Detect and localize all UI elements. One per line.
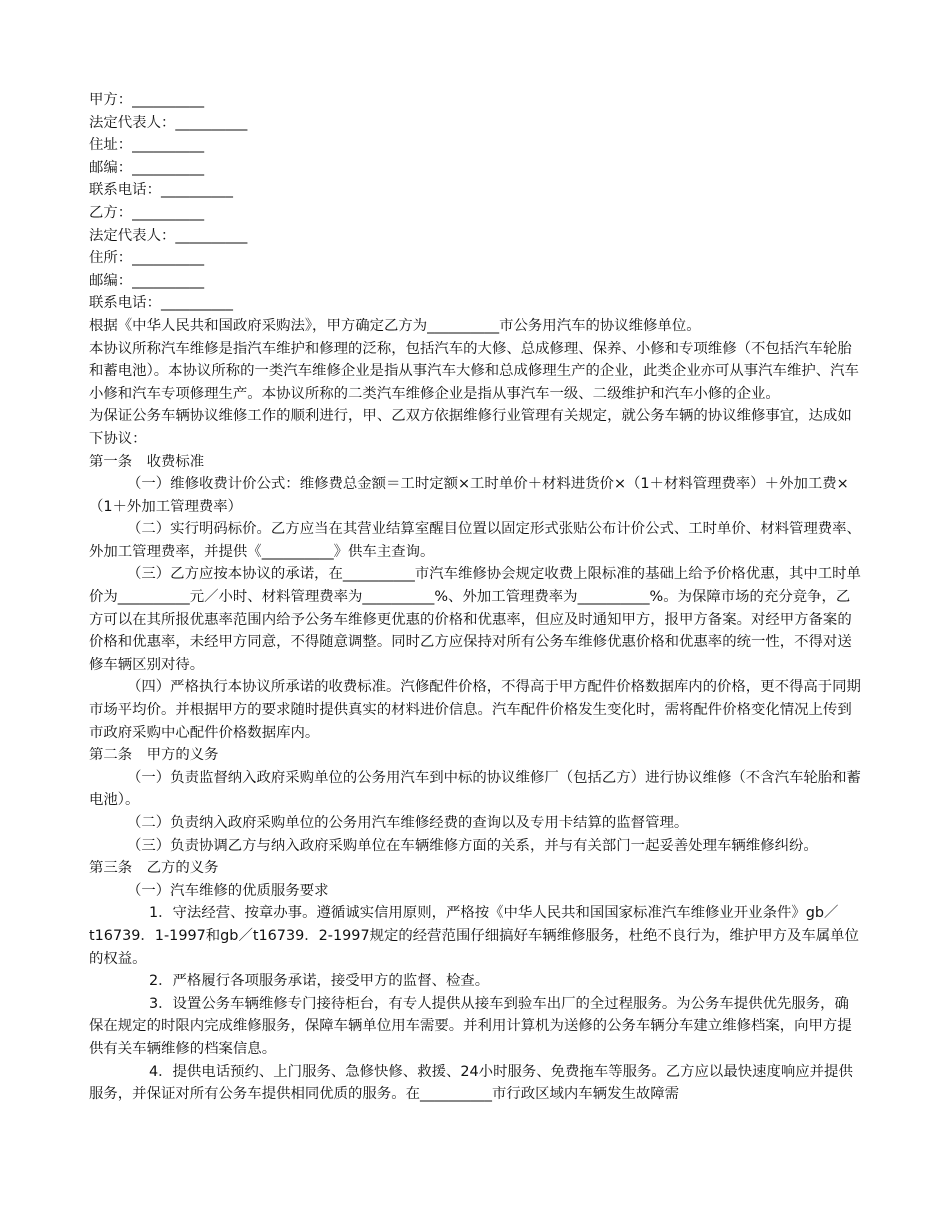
party-b-representative: 法定代表人：__________ (89, 227, 248, 244)
party-b-phone: 联系电话：__________ (89, 295, 233, 312)
party-a-postcode: 邮编：__________ (89, 159, 205, 176)
article1-item: （四）严格执行本协议所承诺的收费标准。汽修配件价格，不得高于甲方配件价格数据库内的价格，更不得高于同期市场平均价。并根据甲方的要求随时提供真实的材料进价信息。汽车配件价格发生变化时，需将配件价格变化情况上传到市政府采购中心配件价格数据库内。 (89, 679, 861, 741)
article3-item: 3．设置公务车辆维修专门接待柜台，有专人提供从接车到验车出厂的全过程服务。为公务车提供优先服务，确保在规定的时限内完成维修服务，保障车辆单位用车需要。并利用计算机为送修的公务车辆分车建立维修档案，向甲方提供有关车辆维修的档案信息。 (89, 995, 852, 1057)
article2-item: （二）负责纳入政府采购单位的公务用汽车维修经费的查询以及专用卡结算的监督管理。 (127, 815, 689, 831)
party-a-label: 甲方：__________ (89, 92, 205, 108)
article2-item: （一）负责监督纳入政府采购单位的公务用汽车到中标的协议维修厂（包括乙方）进行协议维修（不含汽车轮胎和蓄电池）。 (89, 769, 861, 809)
article1-title: 第一条 收费标准 (89, 453, 205, 470)
preamble-paragraph: 根据《中华人民共和国政府采购法》，甲方确定乙方为__________市公务用汽车的协议维修单位。 (89, 317, 701, 334)
party-b-address: 住所：__________ (89, 250, 205, 267)
article3-item: 1．守法经营、按章办事。遵循诚实信用原则，严格按《中华人民共和国国家标准汽车维修业开业条件》gb／t16739．1-1997和gb／t16739．2-1997规定的经营范围仔细搞好车辆维修服务，杜绝不良行为，维护甲方及车属单位的权益。 (89, 905, 859, 967)
article3-title: 第三条 乙方的义务 (89, 860, 219, 877)
article1-item: （三）乙方应按本协议的承诺，在__________市汽车维修协会规定收费上限标准的基础上给予价格优惠，其中工时单价为__________元／小时、材料管理费率为__________%、外加工管理费率为__________%。为保障市场的充分竞争，乙方可以在其所报优惠率范围内给予公务车维修更优惠的价格和优惠率，但应及时通知甲方，报甲方备案。对经甲方备案的价格和优惠率，未经甲方同意，不得随意调整。同时乙方应保持对所有公务车维修优惠价格和优惠率的统一性，不得对送修车辆区别对待。 (89, 566, 861, 673)
party-a-representative: 法定代表人：__________ (89, 114, 248, 131)
article2-item: （三）负责协调乙方与纳入政府采购单位在车辆维修方面的关系，并与有关部门一起妥善处理车辆维修纠纷。 (127, 837, 818, 854)
article1-item: （二）实行明码标价。乙方应当在其营业结算室醒目位置以固定形式张贴公布计价公式、工时单价、材料管理费率、外加工管理费率，并提供《__________》供车主查询。 (89, 521, 861, 560)
party-b-label: 乙方：__________ (89, 204, 205, 221)
party-a-address: 住址：__________ (89, 137, 205, 154)
article3-subtitle: （一）汽车维修的优质服务要求 (127, 882, 329, 899)
article3-item: 4．提供电话预约、上门服务、急修快修、救援、24小时服务、免费拖车等服务。乙方应以最快速度响应并提供服务，并保证对所有公务车提供相同优质的服务。在__________市行政区域内车辆发生故障需 (89, 1063, 853, 1103)
contract-document (89, 89, 861, 1106)
article3-item: 2．严格履行各项服务承诺，接受甲方的监督、检查。 (149, 973, 490, 990)
preamble-paragraph: 本协议所称汽车维修是指汽车维护和修理的泛称，包括汽车的大修、总成修理、保养、小修和专项维修（不包括汽车轮胎和蓄电池）。本协议所称的一类汽车维修企业是指从事汽车大修和总成修理生产的企业，此类企业亦可从事汽车维护、汽车小修和汽车专项修理生产。本协议所称的二类汽车维修企业是指从事汽车一级、二级维护和汽车小修的企业。 (89, 340, 859, 402)
article1-item: （一）维修收费计价公式：维修费总金额＝工时定额×工时单价＋材料进货价×（1＋材料管理费率）＋外加工费×（1＋外加工管理费率） (89, 476, 849, 515)
party-a-phone: 联系电话：__________ (89, 182, 233, 199)
party-b-postcode: 邮编：__________ (89, 272, 205, 289)
article2-title: 第二条 甲方的义务 (89, 747, 219, 764)
preamble-paragraph: 为保证公务车辆协议维修工作的顺利进行，甲、乙双方依据维修行业管理有关规定，就公务车辆的协议维修事宜，达成如下协议： (89, 408, 852, 447)
